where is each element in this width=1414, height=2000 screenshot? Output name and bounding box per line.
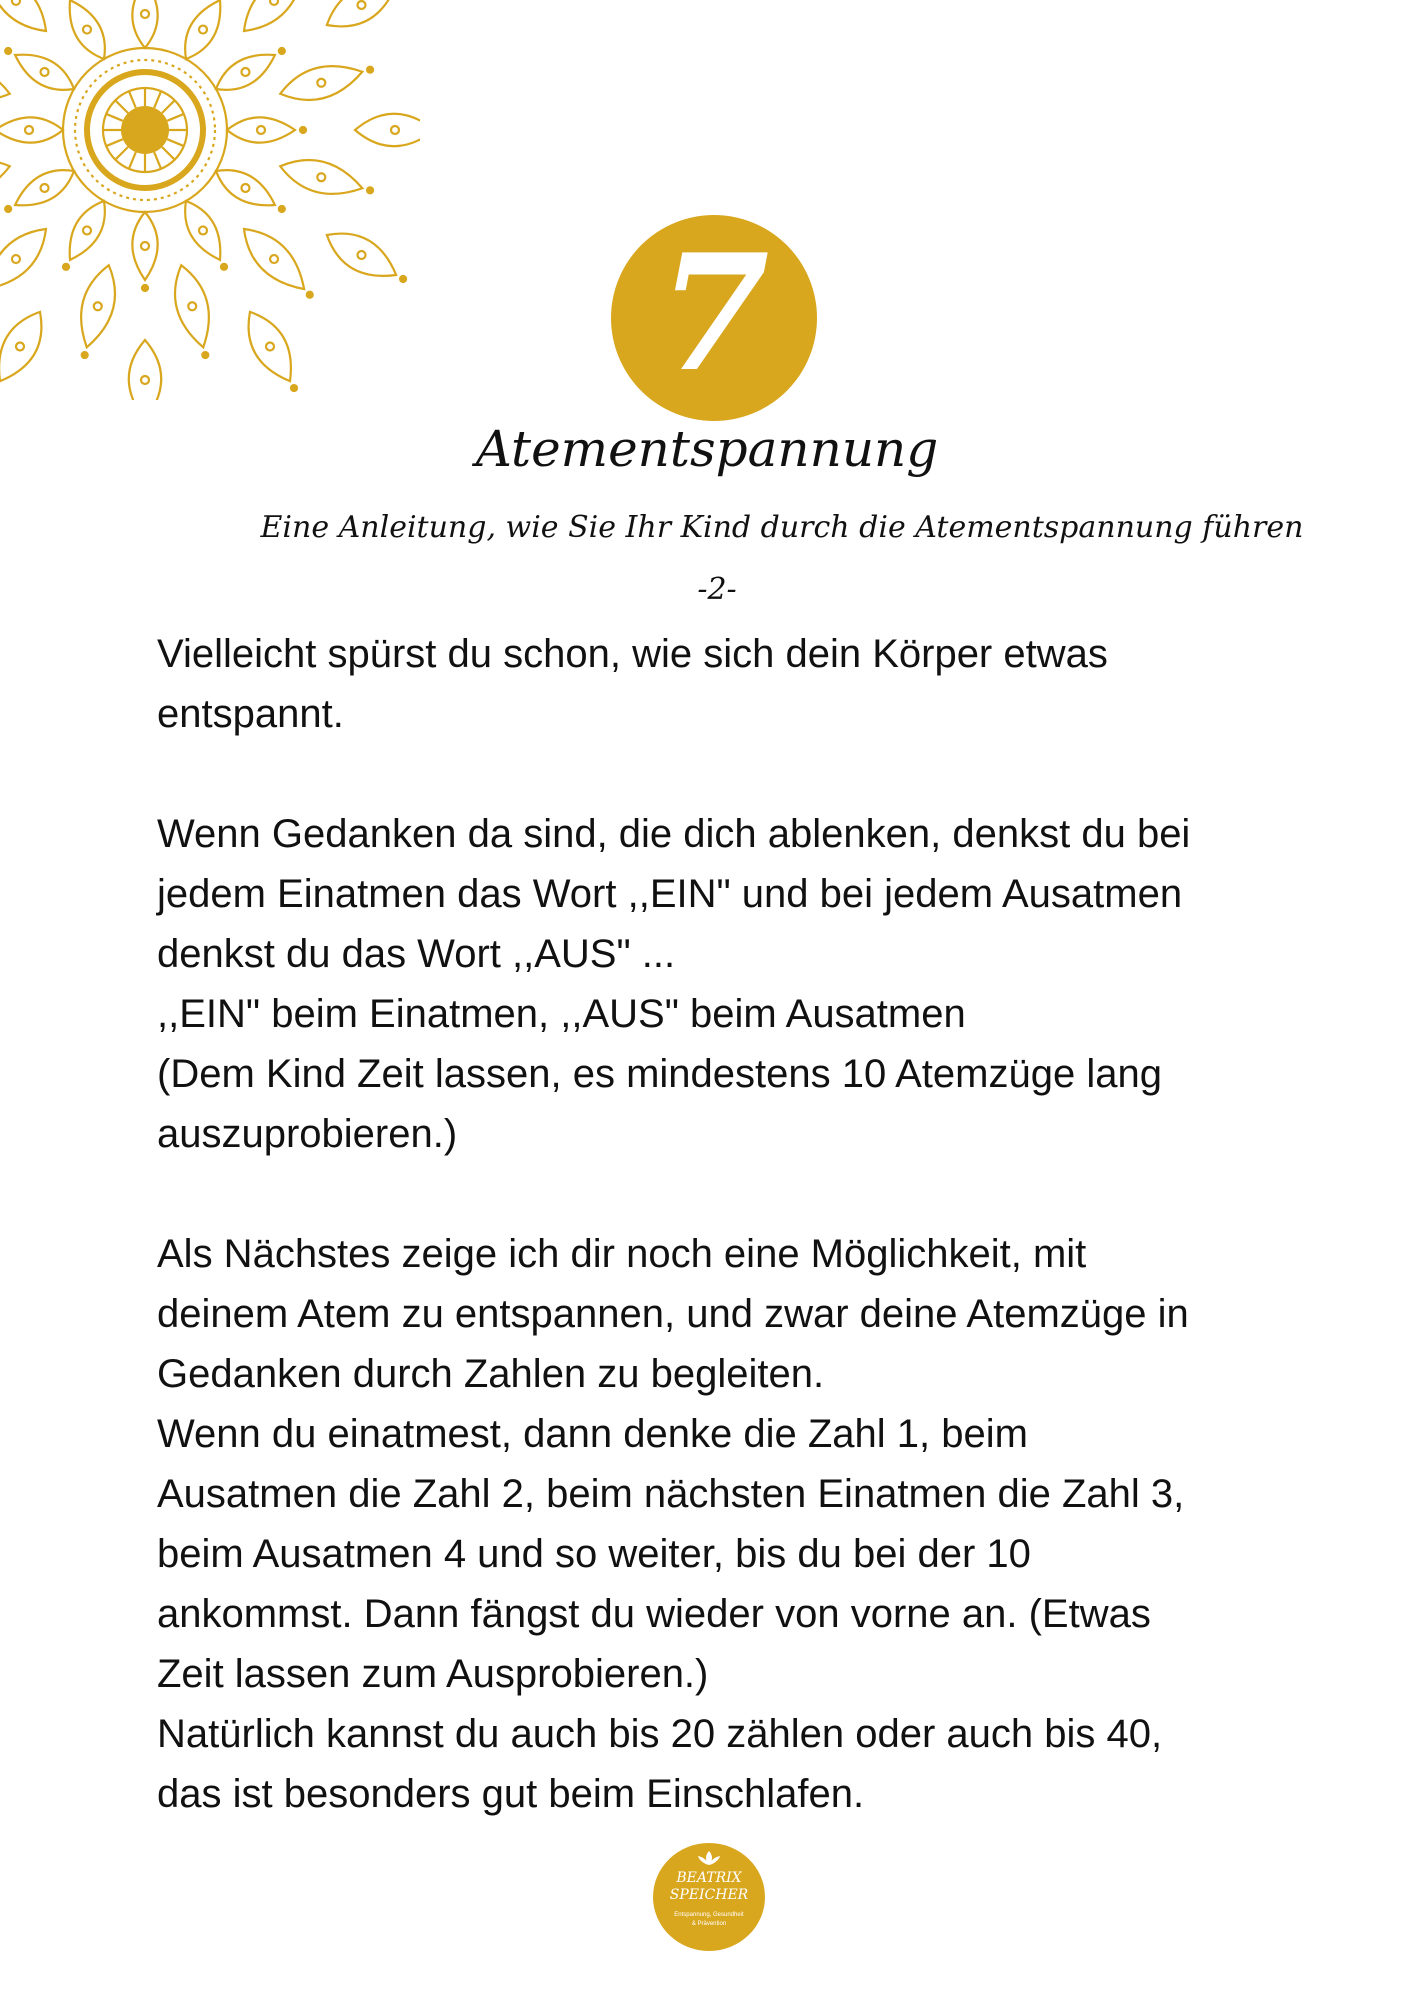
body-line: ankommst. Dann fängst du wieder von vorne an. (Etwas bbox=[157, 1592, 1151, 1636]
logo-tagline: Entspannung, Gesundheit bbox=[674, 1912, 744, 1918]
body-line: Zeit lassen zum Ausprobieren.) bbox=[157, 1652, 709, 1696]
paragraph-gap bbox=[157, 1164, 1287, 1224]
body-line: Als Nächstes zeige ich dir noch eine Möglichkeit, mit bbox=[157, 1232, 1087, 1276]
page-number: -2- bbox=[697, 572, 737, 607]
body-line: jedem Einatmen das Wort ,,EIN" und bei jedem Ausatmen bbox=[157, 872, 1183, 916]
body-line: denkst du das Wort ,,AUS" ... bbox=[157, 932, 676, 976]
body-line: Ausatmen die Zahl 2, beim nächsten Einatmen die Zahl 3, bbox=[157, 1472, 1185, 1516]
number-badge bbox=[611, 215, 817, 421]
body-line: (Dem Kind Zeit lassen, es mindestens 10 Atemzüge lang bbox=[157, 1052, 1162, 1096]
body-line: auszuprobieren.) bbox=[157, 1112, 458, 1156]
lotus-leaf-icon bbox=[696, 1849, 722, 1867]
logo-name-first: BEATRIX bbox=[676, 1870, 742, 1886]
section-number: 7 bbox=[658, 219, 770, 407]
mandala-ornament-icon bbox=[0, 0, 420, 400]
body-line: Wenn Gedanken da sind, die dich ablenken, denkst du bei bbox=[157, 812, 1191, 856]
logo-tagline: & Prävention bbox=[691, 1921, 727, 1927]
page-subtitle: Eine Anleitung, wie Sie Ihr Kind durch die Atementspannung führen bbox=[260, 510, 1304, 545]
body-line: Vielleicht spürst du schon, wie sich dein Körper etwas bbox=[157, 632, 1108, 676]
body-line: beim Ausatmen 4 und so weiter, bis du bei der 10 bbox=[157, 1532, 1031, 1576]
body-line: das ist besonders gut beim Einschlafen. bbox=[157, 1772, 865, 1816]
body-line: deinem Atem zu entspannen, und zwar deine Atemzüge in bbox=[157, 1292, 1189, 1336]
body-line: entspannt. bbox=[157, 692, 344, 736]
body-line: Natürlich kannst du auch bis 20 zählen oder auch bis 40, bbox=[157, 1712, 1163, 1756]
body-text bbox=[157, 624, 1287, 1824]
page-title: Atementspannung bbox=[475, 420, 939, 478]
paragraph-gap bbox=[157, 744, 1287, 804]
brand-logo bbox=[653, 1843, 765, 1951]
body-line: Wenn du einatmest, dann denke die Zahl 1, beim bbox=[157, 1412, 1028, 1456]
body-line: Gedanken durch Zahlen zu begleiten. bbox=[157, 1352, 825, 1396]
body-line: ,,EIN" beim Einatmen, ,,AUS" beim Ausatmen bbox=[157, 992, 966, 1036]
logo-name-last: SPEICHER bbox=[669, 1887, 749, 1903]
